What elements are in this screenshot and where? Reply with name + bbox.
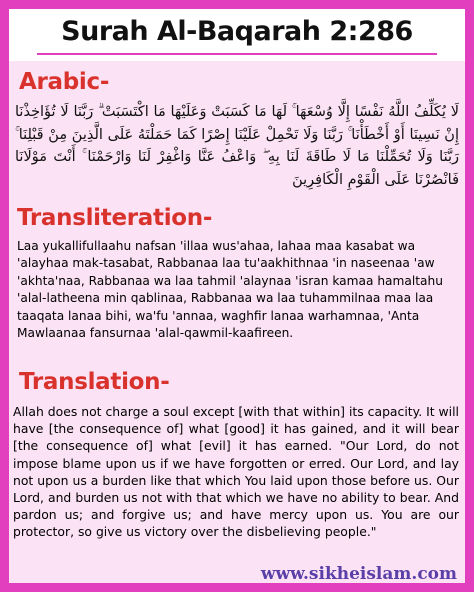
title-underline — [37, 53, 437, 55]
transliteration-heading: Transliteration- — [17, 205, 213, 231]
arabic-verse-text: لَا يُكَلِّفُ اللَّهُ نَفْسًا إِلَّا وُسْعَهَا ۚ لَهَا مَا كَسَبَتْ وَعَلَيْهَا مَا اكْتَسَبَتْ ۗ رَبَّنَا لَا تُؤَاخِذْنَا إِنْ نَسِينَا أَوْ أَخْطَأْنَا ۚ رَبَّنَا وَلَا تَحْمِلْ عَلَيْنَا إِصْرًا كَمَا حَمَلْتَهُ عَلَى الَّذِينَ مِنْ قَبْلِنَا ۚ رَبَّنَا وَلَا تُحَمِّلْنَا مَا لَا طَاقَةَ لَنَا بِهِ ۖ وَاعْفُ عَنَّا وَاغْفِرْ لَنَا وَارْحَمْنَا ۚ أَنْتَ مَوْلَانَا فَانْصُرْنَا عَلَى الْقَوْمِ الْكَافِرِينَ — [15, 104, 459, 188]
translation-heading: Translation- — [19, 369, 170, 395]
arabic-heading: Arabic- — [19, 69, 110, 95]
website-watermark: www.sikheislam.com — [260, 564, 457, 584]
transliteration-text: Laa yukallifullaahu nafsan 'illaa wus'ahaa, lahaa maa kasabat wa 'alayhaa mak-tasabat, Rabbanaa laa tu'aakhithnaa 'in naseenaa 'aw 'akhta'naa, Rabbanaa wa laa tahmil 'alaynaa 'isran kamaa hamaltahu 'alal-latheena min qablinaa, Rabbanaa wa laa tuhammilnaa maa laa taaqata lanaa bihi, wa'fu 'annaa, waghfir lanaa warhamnaa, 'Anta Mawlaanaa fansurnaa 'alal-qawmil-kaafireen. — [17, 239, 443, 341]
title-band — [9, 9, 465, 61]
page-title: Surah Al-Baqarah 2:286 — [61, 16, 413, 47]
translation-text: Allah does not charge a soul except [with that within] its capacity. It will have [the consequence of] what [good] it has gained, and it will bear [the consequence of] what [evil] it has earned. "Our Lord, do not impose blame upon us if we have forgotten or erred. Our Lord, and lay not upon us a burden like that which You laid upon those before us. Our Lord, and burden us not with that which we have no ability to bear. And pardon us; and forgive us; and have mercy upon us. You are our protector, so give us victory over the disbelieving people." — [13, 404, 459, 540]
